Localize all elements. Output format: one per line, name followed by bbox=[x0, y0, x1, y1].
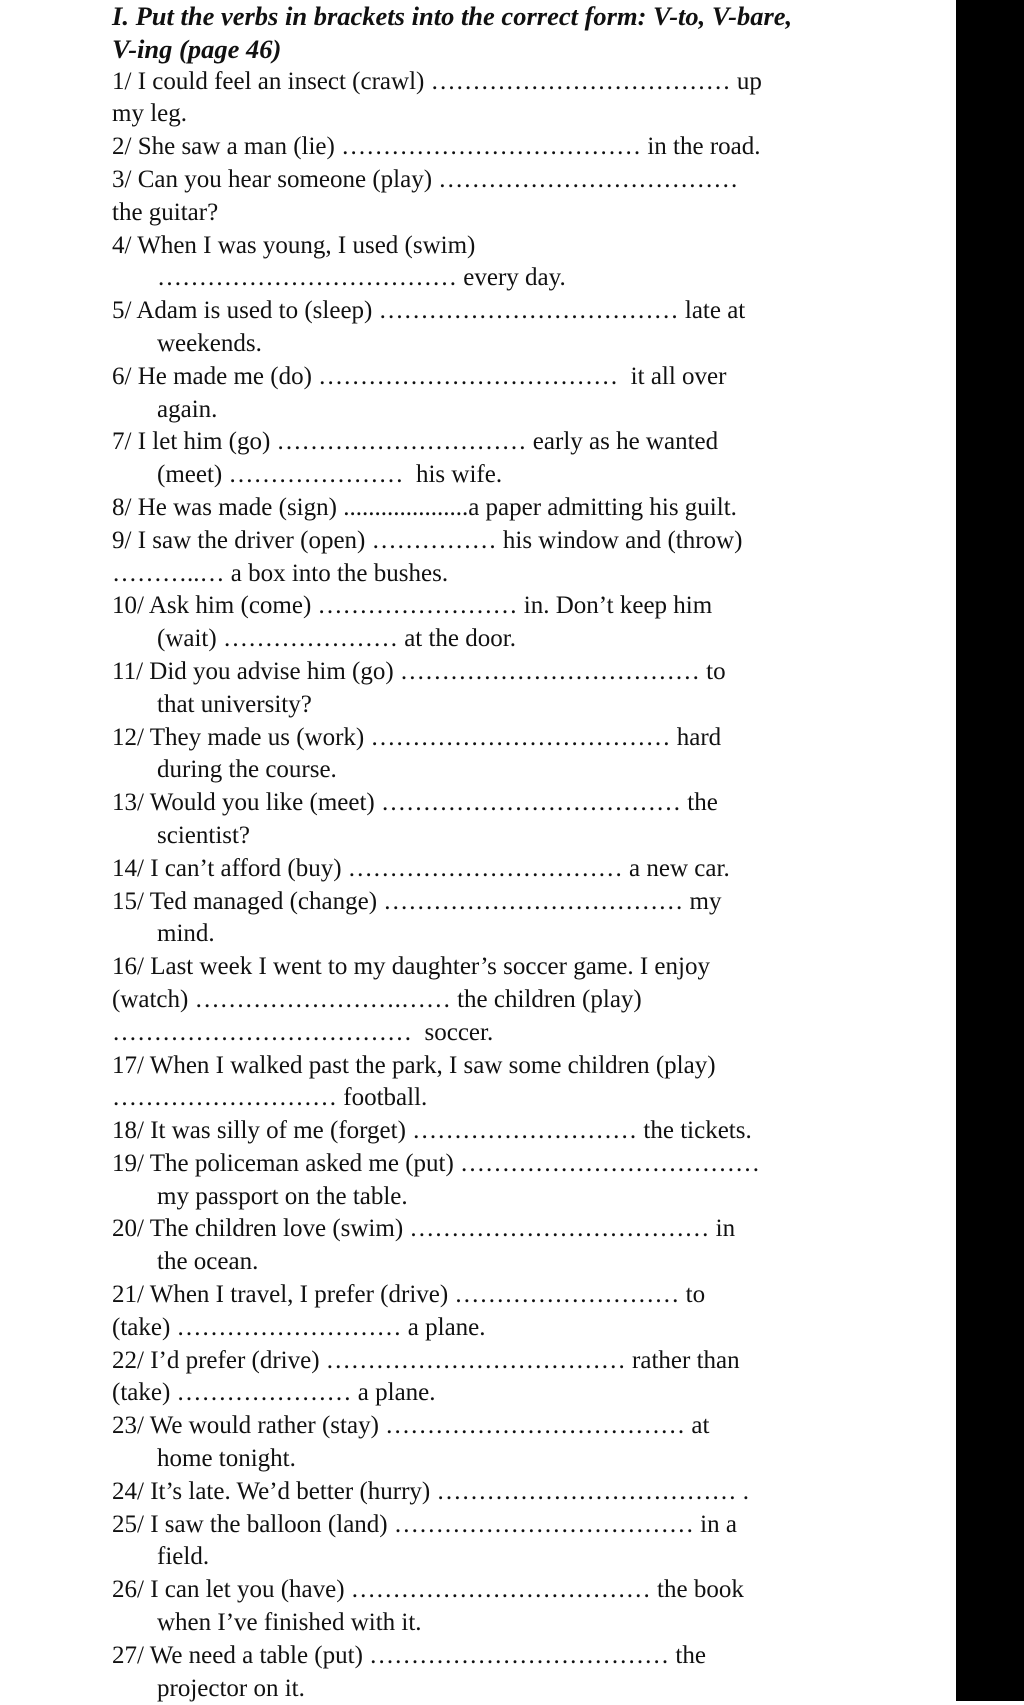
exercise-line: 4/ When I was young, I used (swim) bbox=[112, 231, 476, 259]
exercise-line: 11/ Did you advise him (go) ……………………………… to bbox=[112, 657, 726, 685]
exercise-line: (take) ……………………… a plane. bbox=[112, 1313, 486, 1341]
exercise-line: (meet) ………………… his wife. bbox=[157, 461, 503, 489]
exercise-line: (take) ………………… a plane. bbox=[112, 1379, 436, 1407]
exercise-line: 19/ The policeman asked me (put) ……………………………… bbox=[112, 1149, 761, 1177]
exercise-line: my leg. bbox=[112, 100, 187, 128]
exercise-line: 13/ Would you like (meet) ……………………………… the bbox=[112, 789, 718, 817]
exercise-line: 22/ I’d prefer (drive) ……………………………… rather than bbox=[112, 1346, 740, 1374]
exercise-line: 16/ Last week I went to my daughter’s soccer game. I enjoy bbox=[112, 953, 710, 981]
worksheet bbox=[112, 0, 862, 1705]
exercise-line: again. bbox=[157, 395, 218, 423]
exercise-line: my passport on the table. bbox=[157, 1182, 408, 1210]
exercise-line: 6/ He made me (do) ……………………………… it all over bbox=[112, 362, 727, 390]
exercise-heading bbox=[112, 0, 862, 66]
exercise-line: 7/ I let him (go) ………………………… early as he wanted bbox=[112, 428, 719, 456]
exercise-line: 15/ Ted managed (change) ……………………………… my bbox=[112, 887, 722, 915]
exercise-line: 23/ We would rather (stay) ……………………………… at bbox=[112, 1412, 710, 1440]
exercise-line: weekends. bbox=[157, 329, 262, 357]
exercise-line: ……………………… football. bbox=[112, 1084, 428, 1112]
exercise-line: (wait) ………………… at the door. bbox=[157, 625, 516, 653]
exercise-line: the ocean. bbox=[157, 1248, 259, 1276]
exercise-line: mind. bbox=[157, 920, 215, 948]
exercise-line: 12/ They made us (work) ……………………………… hard bbox=[112, 723, 722, 751]
exercise-line: ……………………………… soccer. bbox=[112, 1018, 494, 1046]
exercise-line: 25/ I saw the balloon (land) ……………………………… in a bbox=[112, 1510, 737, 1538]
exercise-list bbox=[112, 66, 862, 1705]
exercise-line: 14/ I can’t afford (buy) …………………………… a new car. bbox=[112, 854, 730, 882]
exercise-line: the guitar? bbox=[112, 198, 219, 226]
exercise-line: 26/ I can let you (have) ……………………………… the book bbox=[112, 1576, 744, 1604]
exercise-line: 8/ He was made (sign) ....................a paper admitting his guilt. bbox=[112, 493, 737, 521]
exercise-line: 27/ We need a table (put) ……………………………… the bbox=[112, 1641, 706, 1669]
exercise-line: during the course. bbox=[157, 756, 337, 784]
exercise-line: 17/ When I walked past the park, I saw some children (play) bbox=[112, 1051, 716, 1079]
exercise-line: (watch) …………………….…… the children (play) bbox=[112, 985, 642, 1013]
exercise-line: 20/ The children love (swim) ……………………………… in bbox=[112, 1215, 736, 1243]
exercise-line: ………..… a box into the bushes. bbox=[112, 559, 449, 587]
exercise-line: 18/ It was silly of me (forget) ……………………… the tickets. bbox=[112, 1117, 752, 1145]
heading-line-1: I. Put the verbs in brackets into the correct form: V-to, V-bare, bbox=[112, 1, 793, 31]
exercise-line: home tonight. bbox=[157, 1445, 296, 1473]
exercise-line: 3/ Can you hear someone (play) ……………………………… bbox=[112, 165, 739, 193]
exercise-line: ……………………………… every day. bbox=[157, 264, 566, 292]
exercise-line: projector on it. bbox=[157, 1674, 305, 1702]
exercise-line: 2/ She saw a man (lie) ……………………………… in the road. bbox=[112, 133, 761, 161]
exercise-line: 1/ I could feel an insect (crawl) ……………………………… up bbox=[112, 67, 762, 95]
exercise-line: when I’ve finished with it. bbox=[157, 1609, 422, 1637]
exercise-line: 9/ I saw the driver (open) …………… his window and (throw) bbox=[112, 526, 743, 554]
exercise-line: field. bbox=[157, 1543, 210, 1571]
exercise-line: 21/ When I travel, I prefer (drive) ……………………… to bbox=[112, 1281, 706, 1309]
exercise-line: that university? bbox=[157, 690, 312, 718]
exercise-line: 5/ Adam is used to (sleep) ……………………………… late at bbox=[112, 297, 746, 325]
exercise-line: 10/ Ask him (come) …………………… in. Don’t keep him bbox=[112, 592, 713, 620]
right-black-border bbox=[956, 0, 1024, 1701]
exercise-line: 24/ It’s late. We’d better (hurry) ……………………………… . bbox=[112, 1477, 749, 1505]
exercise-line: scientist? bbox=[157, 821, 251, 849]
heading-line-2: V-ing (page 46) bbox=[112, 33, 282, 64]
